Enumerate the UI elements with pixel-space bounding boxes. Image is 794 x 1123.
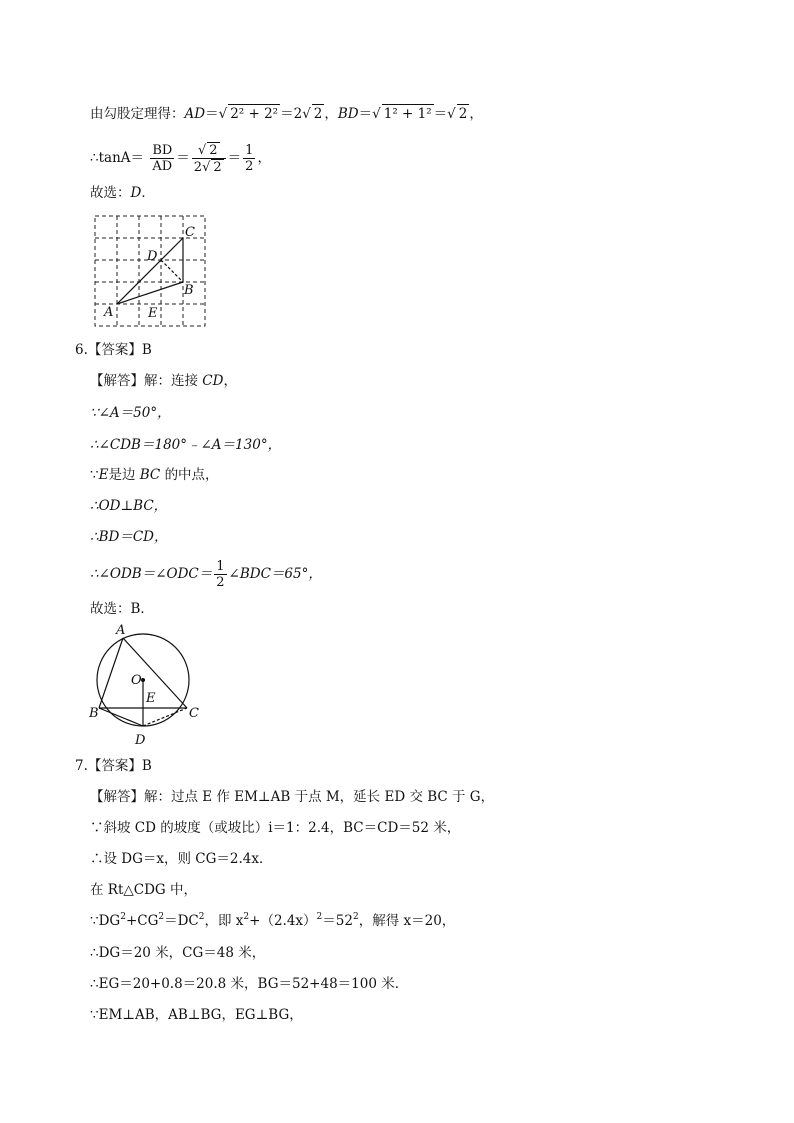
comma: ， — [469, 106, 483, 122]
text: 是边 — [108, 467, 136, 483]
equals: ＝ — [358, 106, 373, 122]
ad-value-coef: 2 — [293, 106, 303, 122]
den-radicand: 2 — [213, 160, 222, 175]
denominator: 2 — [245, 159, 254, 174]
q7-line-6: ∴DG＝20 米，CG＝48 米， — [90, 945, 266, 961]
bd-label: BD — [337, 106, 359, 122]
q7-line-7: ∴EG＝20+0.8＝20.8 米，BG＝52+48＝100 米． — [90, 976, 409, 992]
text: ＝52 — [322, 913, 353, 929]
ad-label: AD — [184, 106, 206, 122]
label-b: B — [89, 706, 99, 721]
q6-choose: 故选：B． — [90, 601, 154, 617]
q6-line-2: ∴∠CDB＝180°﹣∠A＝130°， — [90, 437, 282, 453]
q6-line-3 — [90, 466, 219, 484]
num-radicand: 2 — [209, 143, 218, 158]
comma: ， — [324, 106, 338, 122]
fraction-sqrt — [192, 142, 226, 175]
q7-line-3: ∴设 DG＝x，则 CG＝2.4x． — [90, 851, 273, 867]
square: 2 — [352, 912, 359, 922]
equals: ＝ — [205, 106, 219, 122]
text: ∠BDC＝65°， — [228, 566, 322, 582]
label-d: D — [147, 249, 158, 264]
pyth-prefix: 由勾股定理得： — [90, 106, 185, 122]
text: ＝DC — [164, 913, 199, 929]
label-b: B — [184, 283, 194, 298]
q6-line-1: ∵∠A＝50°， — [90, 405, 171, 421]
bd-value-rad: 2 — [458, 106, 468, 122]
q7-line-5 — [90, 912, 455, 930]
triangle-lines — [117, 238, 183, 304]
square: 2 — [316, 912, 323, 922]
denominator: 2√ 2 — [193, 160, 222, 175]
text: +CG — [125, 913, 159, 929]
label-a: A — [104, 305, 114, 320]
ad-radicand: 2² + 2² — [230, 106, 279, 122]
equals: ＝ — [433, 106, 448, 122]
segment-bc: BC — [139, 467, 161, 483]
q6-line-5: ∴BD＝CD， — [90, 529, 168, 545]
q7-header: 7.【答案】B — [75, 758, 152, 774]
square: 2 — [158, 912, 165, 922]
choose-letter: D — [130, 185, 142, 201]
ad-value-rad: 2 — [313, 106, 323, 122]
q5-tan-line — [90, 140, 271, 176]
q6-line-4: ∴OD⊥BC， — [90, 498, 168, 514]
square: 2 — [243, 912, 250, 922]
dashed-db — [161, 260, 183, 282]
den-coef: 2 — [193, 160, 203, 175]
equals: ＝ — [176, 150, 190, 166]
text: +（2.4x） — [249, 913, 317, 929]
circle-figure — [86, 620, 206, 750]
comma: ， — [257, 150, 271, 166]
square: 2 — [198, 912, 205, 922]
q6-header: 6.【答案】B — [75, 342, 152, 358]
text: ，解得 x＝20， — [358, 913, 456, 929]
dashed-cd — [143, 708, 187, 726]
jieda-text: 【解答】解：连接 — [90, 373, 198, 389]
q6-line-6 — [90, 556, 322, 592]
text: ∴∠ODB＝∠ODC＝ — [90, 566, 213, 582]
q7-line-4: 在 Rt△CDG 中， — [90, 882, 197, 898]
comma: ， — [223, 373, 237, 389]
fraction-half — [243, 143, 255, 174]
choose-prefix: 故选： — [90, 185, 131, 201]
point-e: E — [98, 467, 109, 483]
label-c: C — [189, 706, 199, 721]
fraction-half — [214, 559, 226, 590]
q5-pythagoras-line: 由勾股定理得：AD＝√ 2² + 2² ＝2√ 2 ，BD＝√ 1² + 1² ＝√ 2 ， — [90, 106, 483, 122]
denominator: 2 — [216, 575, 225, 590]
label-o: O — [131, 673, 142, 688]
square: 2 — [120, 912, 126, 922]
q7-line-8: ∵EM⊥AB，AB⊥BG，EG⊥BG， — [90, 1007, 303, 1023]
q5-choose-line — [90, 184, 155, 202]
numerator: 1 — [216, 559, 225, 574]
because: ∵ — [90, 467, 99, 483]
q7-line-2: ∵斜坡 CD 的坡度（或坡比）i＝1：2.4，BC＝CD＝52 米， — [90, 820, 461, 836]
text: 的中点， — [164, 467, 219, 483]
label-d: D — [135, 733, 146, 748]
label-c: C — [185, 225, 195, 240]
grid-figure — [92, 212, 212, 332]
text: ∵DG — [90, 913, 121, 929]
segment-cd: CD — [202, 373, 224, 389]
q7-line-1: 【解答】解：过点 E 作 EM⊥AB 于点 M，延长 ED 交 BC 于 G， — [90, 789, 495, 805]
denominator: AD — [152, 159, 173, 174]
numerator: √ 2 — [192, 142, 226, 159]
numerator: 1 — [245, 143, 254, 158]
fraction-bd-ad — [150, 143, 174, 174]
label-e: E — [148, 306, 158, 321]
text: ，即 x — [204, 913, 244, 929]
period: ． — [141, 185, 155, 201]
equals: ＝ — [227, 150, 242, 166]
equals: ＝ — [280, 106, 294, 122]
tan-prefix: ∴tanA＝ — [90, 150, 145, 166]
label-e: E — [146, 691, 156, 706]
label-a: A — [116, 623, 126, 638]
bd-radicand: 1² + 1² — [383, 106, 432, 122]
numerator: BD — [152, 143, 173, 158]
q6-solution-start — [90, 372, 237, 390]
